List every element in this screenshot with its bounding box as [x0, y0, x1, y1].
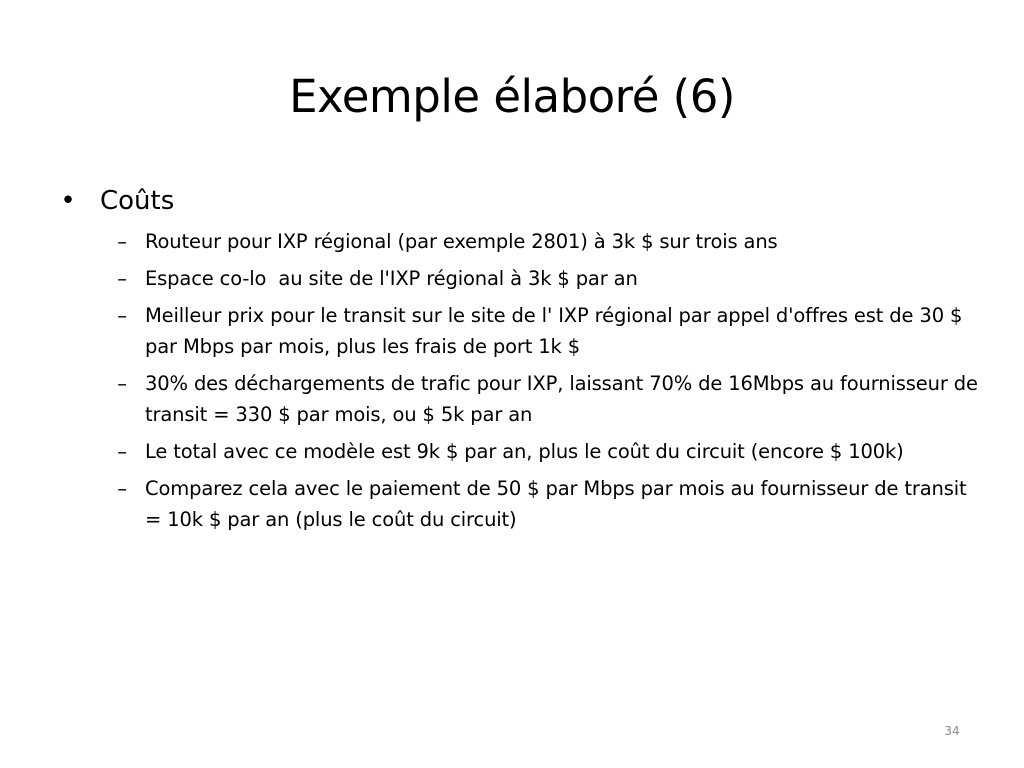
slide-content [58, 184, 978, 541]
sub-bullet [58, 226, 978, 257]
sub-bullet-text: Routeur pour IXP régional (par exemple 2801) à 3k $ sur trois ans [145, 230, 778, 253]
sub-bullet-text: Le total avec ce modèle est 9k $ par an, plus le coût du circuit (encore $ 100k) [145, 440, 904, 463]
sub-bullet-list [58, 226, 978, 535]
page-number: 34 [944, 724, 960, 738]
sub-bullet-text: Comparez cela avec le paiement de 50 $ par Mbps par mois au fournisseur de transit = 10k $ par an (plus le coût du circuit) [145, 477, 967, 531]
sub-bullet [58, 436, 978, 467]
sub-bullet-text: 30% des déchargements de trafic pour IXP, laissant 70% de 16Mbps au fournisseur de transit = 330 $ par mois, ou $ 5k par an [145, 372, 978, 426]
dash-marker: – [117, 440, 127, 463]
dash-marker: – [117, 372, 127, 395]
sub-bullet [58, 473, 978, 535]
sub-bullet [58, 263, 978, 294]
bullet-marker: • [60, 186, 76, 216]
sub-bullet [58, 368, 978, 430]
dash-marker: – [117, 267, 127, 290]
bullet-text: Coûts [100, 186, 175, 216]
dash-marker: – [117, 304, 127, 327]
slide-title: Exemple élaboré (6) [289, 70, 735, 123]
dash-marker: – [117, 230, 127, 253]
dash-marker: – [117, 477, 127, 500]
sub-bullet-text: Meilleur prix pour le transit sur le site de l' IXP régional par appel d'offres est de 30 $ par Mbps par mois, plus les frais de port 1k $ [145, 304, 963, 358]
bullet-couts [58, 184, 978, 218]
sub-bullet [58, 300, 978, 362]
sub-bullet-text: Espace co-lo au site de l'IXP régional à 3k $ par an [145, 267, 638, 290]
